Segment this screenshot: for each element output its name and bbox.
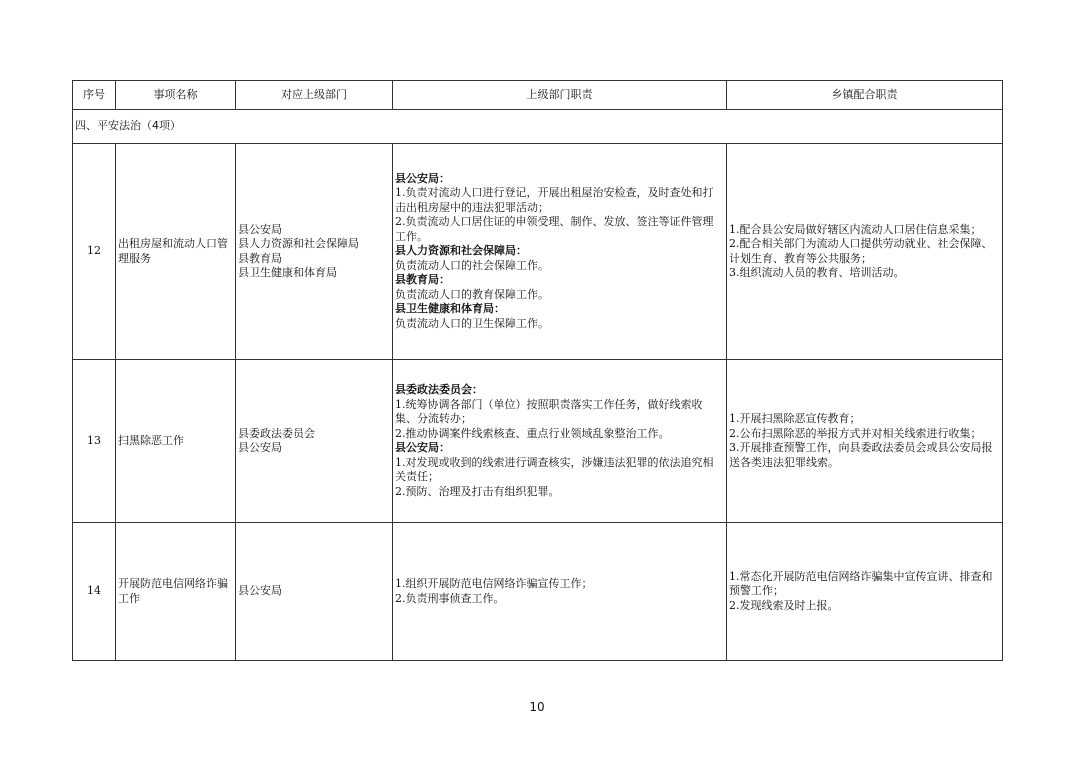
table-row xyxy=(73,523,1003,661)
duty-item: 负责流动人口的教育保障工作。 xyxy=(395,287,549,301)
dept-name: 县公安局 xyxy=(238,584,282,598)
item-name: 开展防范电信网络诈骗工作 xyxy=(116,523,236,661)
row-number: 12 xyxy=(73,144,116,360)
coop-item: 2.配合相关部门为流动人口提供劳动就业、社会保障、计划生育、教育等公共服务； xyxy=(729,237,993,265)
duty-item: 2.预防、治理及打击有组织犯罪。 xyxy=(395,484,560,498)
table-row xyxy=(73,144,1003,360)
header-no: 序号 xyxy=(73,81,116,110)
superior-duties xyxy=(393,360,727,523)
header-row xyxy=(73,81,1003,110)
duty-item: 2.推动协调案件线索核查、重点行业领域乱象整治工作。 xyxy=(395,426,670,440)
coop-item: 2.公布扫黑除恶的举报方式并对相关线索进行收集； xyxy=(729,426,982,440)
header-item-name: 事项名称 xyxy=(116,81,236,110)
header-superior-duties: 上级部门职责 xyxy=(393,81,727,110)
coop-item: 1.常态化开展防范电信网络诈骗集中宣传宣讲、排查和预警工作； xyxy=(729,569,993,598)
row-number: 14 xyxy=(73,523,116,661)
duty-item: 负责流动人口的卫生保障工作。 xyxy=(395,316,549,330)
duty-item: 1.统筹协调各部门（单位）按照职责落实工作任务，做好线索收集、分流转办； xyxy=(395,397,703,425)
coop-item: 1.配合县公安局做好辖区内流动人口居住信息采集； xyxy=(729,222,982,236)
town-duties xyxy=(727,523,1003,661)
superior-duties xyxy=(393,144,727,360)
duty-item: 2.负责刑事侦查工作。 xyxy=(395,591,505,605)
page-number: 10 xyxy=(529,700,545,714)
dept-name: 县公安局 xyxy=(238,222,282,236)
item-name: 扫黑除恶工作 xyxy=(116,360,236,523)
header-superior-dept: 对应上级部门 xyxy=(236,81,393,110)
row-number: 13 xyxy=(73,360,116,523)
superior-duties xyxy=(393,523,727,661)
duty-dept-heading: 县委政法委员会： xyxy=(395,383,483,396)
dept-name: 县教育局 xyxy=(238,251,282,265)
coop-item: 3.组织流动人员的教育、培训活动。 xyxy=(729,266,905,279)
duty-item: 1.组织开展防范电信网络诈骗宣传工作； xyxy=(395,577,593,590)
duty-dept-heading: 县人力资源和社会保障局： xyxy=(395,244,527,258)
dept-name: 县公安局 xyxy=(238,441,282,454)
duty-item: 2.负责流动人口居住证的申领受理、制作、发放、签注等证件管理工作。 xyxy=(395,215,714,243)
dept-name: 县人力资源和社会保障局 xyxy=(238,237,359,250)
duty-item: 1.对发现或收到的线索进行调查核实，涉嫌违法犯罪的依法追究相关责任； xyxy=(395,455,714,483)
duty-dept-heading: 县卫生健康和体育局： xyxy=(395,302,505,316)
duty-dept-heading: 县公安局： xyxy=(395,171,450,185)
section-row xyxy=(73,110,1003,144)
superior-depts xyxy=(236,523,393,661)
duty-dept-heading: 县教育局： xyxy=(395,273,450,287)
dept-name: 县委政法委员会 xyxy=(238,426,315,440)
section-title: 四、平安法治（4项） xyxy=(73,110,1003,144)
town-duties xyxy=(727,144,1003,360)
superior-depts xyxy=(236,144,393,360)
duty-table xyxy=(72,80,1003,661)
coop-item: 2.发现线索及时上报。 xyxy=(729,598,839,612)
superior-depts xyxy=(236,360,393,523)
duty-dept-heading: 县公安局： xyxy=(395,441,450,454)
header-town-duties: 乡镇配合职责 xyxy=(727,81,1003,110)
coop-item: 1.开展扫黑除恶宣传教育； xyxy=(729,412,861,425)
item-name: 出租房屋和流动人口管理服务 xyxy=(116,144,236,360)
duty-item: 负责流动人口的社会保障工作。 xyxy=(395,258,549,272)
table-row xyxy=(73,360,1003,523)
town-duties xyxy=(727,360,1003,523)
coop-item: 3.开展排查预警工作，向县委政法委员会或县公安局报送各类违法犯罪线索。 xyxy=(729,441,993,469)
duty-item: 1.负责对流动人口进行登记，开展出租屋治安检查，及时查处和打击出租房屋中的违法犯罪活动； xyxy=(395,186,714,214)
dept-name: 县卫生健康和体育局 xyxy=(238,266,337,279)
